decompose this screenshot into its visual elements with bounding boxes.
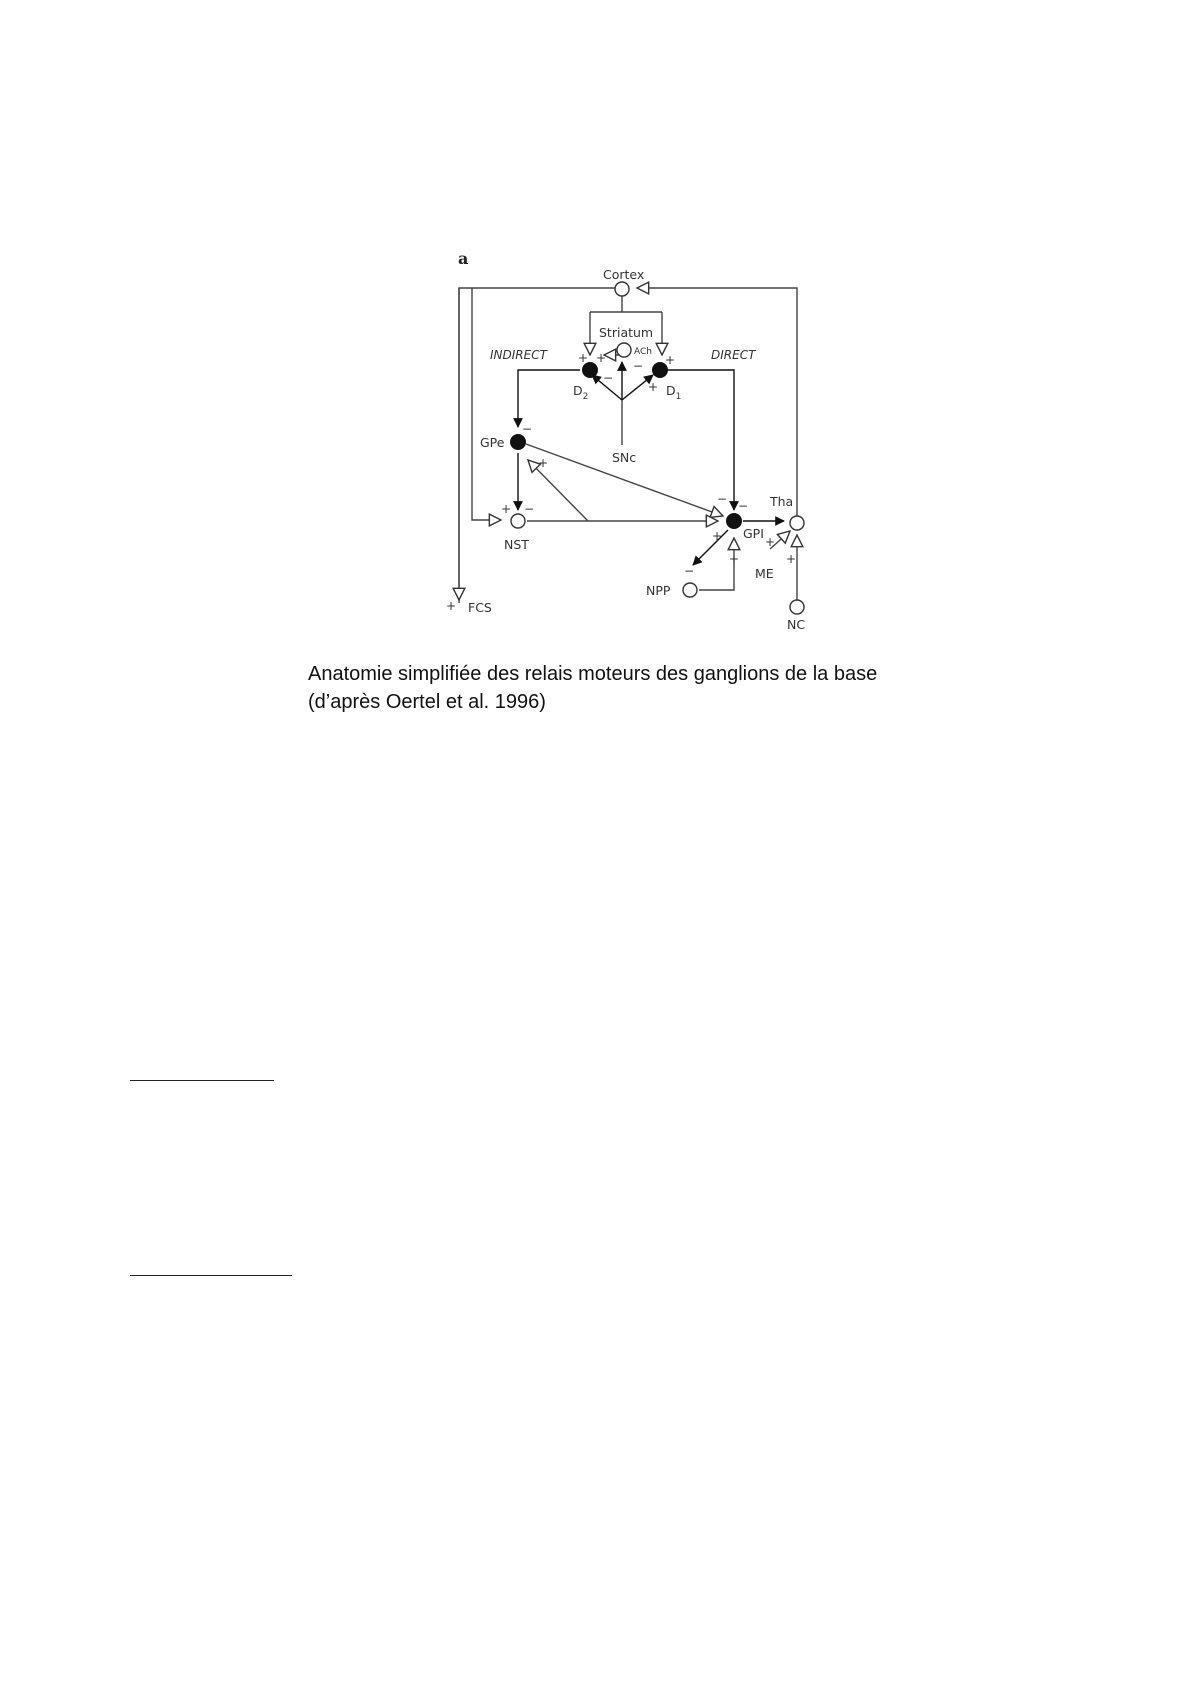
- gpe-label: GPe: [480, 435, 505, 450]
- tha-label: Tha: [770, 494, 794, 509]
- snc-label: SNc: [612, 450, 637, 465]
- cortex-node: [615, 282, 629, 296]
- npp-label: NPP: [646, 583, 671, 598]
- sign-minus: −: [524, 502, 535, 516]
- sign-plus: +: [786, 552, 797, 566]
- nst-label: NST: [504, 537, 529, 552]
- d1-label: $D_1$: [666, 383, 682, 402]
- sign-plus: +: [596, 351, 607, 365]
- striatum-label: Striatum: [599, 325, 654, 340]
- gpi-to-npp: [693, 530, 728, 565]
- sign-plus: +: [578, 351, 589, 365]
- sign-plus: +: [765, 535, 776, 549]
- gpe-node: [510, 434, 526, 450]
- npp-node: [683, 583, 697, 597]
- gpi-node: [726, 513, 742, 529]
- me-label: ME: [755, 566, 774, 581]
- cortex-to-striatum: [590, 296, 662, 312]
- d2-to-gpe: [518, 370, 580, 427]
- nst-to-gpe: [528, 460, 588, 521]
- gpi-label: GPI: [743, 526, 764, 541]
- fcs-line: [472, 288, 501, 520]
- panel-label: a: [458, 249, 469, 268]
- d1-to-gpi: [667, 370, 734, 510]
- sign-minus: −: [684, 564, 695, 578]
- footnote-separator: [130, 1275, 292, 1276]
- caption-line-2: (d’après Oertel et al. 1996): [308, 691, 546, 713]
- d2-label: $D_2$: [573, 383, 589, 402]
- sign-plus: +: [729, 552, 740, 566]
- sign-plus: +: [648, 380, 659, 394]
- sign-plus: +: [712, 529, 723, 543]
- ach-label: ACh: [634, 347, 652, 357]
- caption-line-1: Anatomie simplifiée des relais moteurs des ganglions de la base: [308, 663, 878, 685]
- nc-node: [790, 600, 804, 614]
- sign-minus: −: [603, 371, 614, 385]
- sign-plus: +: [501, 502, 512, 516]
- ach-node: [617, 343, 631, 357]
- sign-plus: +: [665, 353, 676, 367]
- indirect-label: INDIRECT: [490, 348, 547, 362]
- sign-minus: −: [633, 359, 644, 373]
- nst-node: [511, 514, 525, 528]
- cortex-label: Cortex: [603, 267, 645, 282]
- tha-node: [790, 516, 804, 530]
- sign-plus: +: [538, 456, 549, 470]
- nc-label: NC: [787, 617, 806, 632]
- figure-caption: [308, 660, 948, 716]
- tha-to-cortex: [637, 288, 797, 521]
- direct-label: DIRECT: [711, 348, 756, 362]
- sign-plus: +: [446, 599, 457, 613]
- sign-minus: −: [522, 422, 533, 436]
- sign-minus: −: [717, 492, 728, 506]
- sign-minus: −: [738, 499, 749, 513]
- fcs-label: FCS: [468, 600, 492, 615]
- footnote-separator: [130, 1080, 274, 1081]
